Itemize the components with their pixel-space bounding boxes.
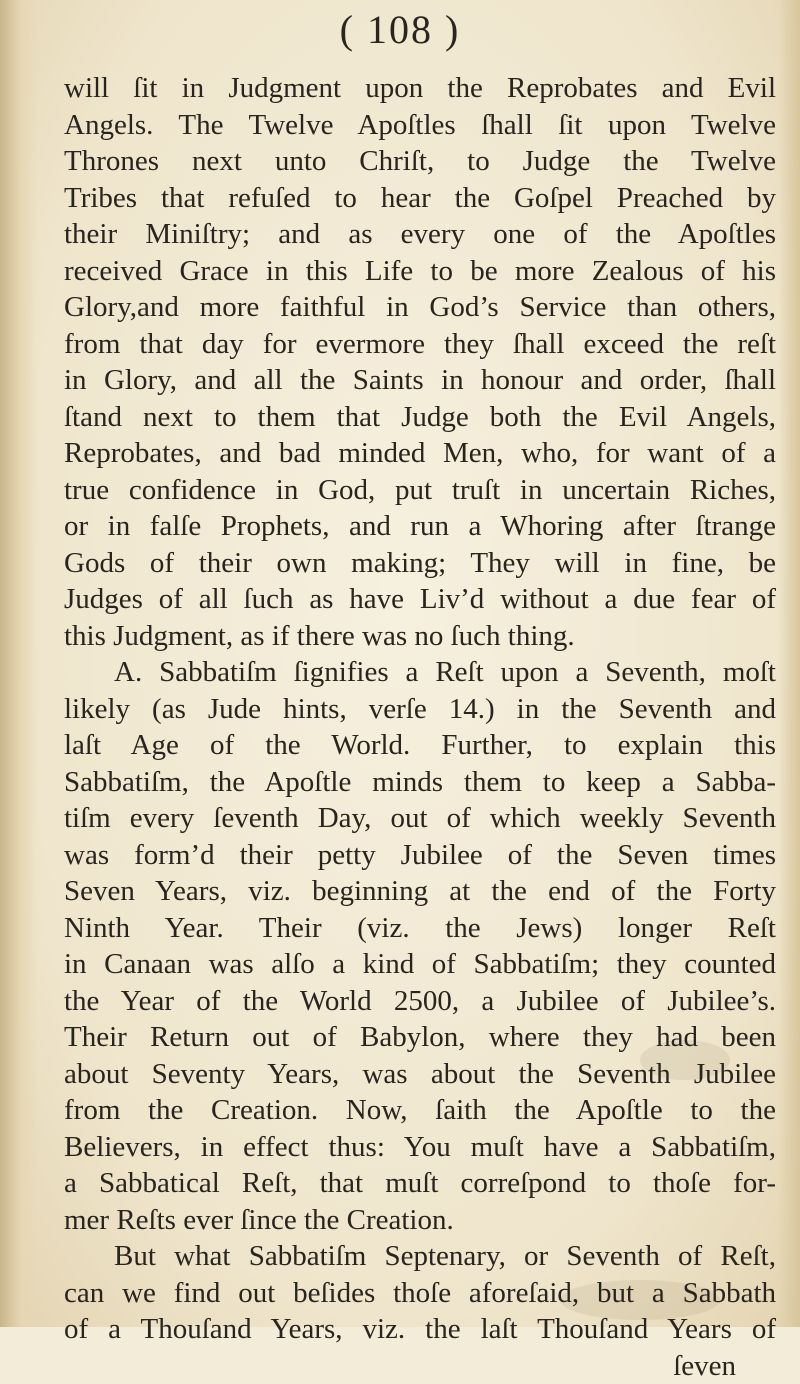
text-line: Thrones next unto Chriſt, to Judge the Twelve xyxy=(64,143,776,180)
text-line: was form’d their petty Jubilee of the Seven times xyxy=(64,837,776,874)
text-line: true confidence in God, put truſt in uncertain Riches, xyxy=(64,472,776,509)
text-line: mer Reſts ever ſince the Creation. xyxy=(64,1202,776,1239)
text-line: Their Return out of Babylon, where they had been xyxy=(64,1019,776,1056)
text-line: Sabbatiſm, the Apoſtle minds them to keep a Sabba- xyxy=(64,764,776,801)
text-line: this Judgment, as if there was no ſuch thing. xyxy=(64,618,776,655)
text-line: from the Creation. Now, ſaith the Apoſtle to the xyxy=(64,1092,776,1129)
body-text xyxy=(64,70,776,1384)
text-line: tiſm every ſeventh Day, out of which weekly Seventh xyxy=(64,800,776,837)
text-line: about Seventy Years, was about the Seventh Jubilee xyxy=(64,1056,776,1093)
text-line: Judges of all ſuch as have Liv’d without a due fear of xyxy=(64,581,776,618)
page-left-edge-shadow xyxy=(0,0,38,1327)
text-line: received Grace in this Life to be more Zealous of his xyxy=(64,253,776,290)
text-line: But what Sabbatiſm Septenary, or Seventh of Reſt, xyxy=(64,1238,776,1275)
text-line: Angels. The Twelve Apoſtles ſhall ſit upon Twelve xyxy=(64,107,776,144)
text-line: A. Sabbatiſm ſignifies a Reſt upon a Seventh, moſt xyxy=(64,654,776,691)
text-line: the Year of the World 2500, a Jubilee of Jubilee’s. xyxy=(64,983,776,1020)
text-line: Glory,and more faithful in God’s Service than others, xyxy=(64,289,776,326)
text-line: of a Thouſand Years, viz. the laſt Thouſand Years of xyxy=(64,1311,776,1348)
text-line: in Glory, and all the Saints in honour and order, ſhall xyxy=(64,362,776,399)
page-number: ( 108 ) xyxy=(0,6,800,53)
page-right-edge-shadow xyxy=(778,0,800,1327)
text-line: laſt Age of the World. Further, to explain this xyxy=(64,727,776,764)
catchword: ſeven xyxy=(64,1348,776,1384)
text-line: or in falſe Prophets, and run a Whoring after ſtrange xyxy=(64,508,776,545)
text-line: will ſit in Judgment upon the Reprobates and Evil xyxy=(64,70,776,107)
text-line: Tribes that refuſed to hear the Goſpel Preached by xyxy=(64,180,776,217)
text-line: can we find out beſides thoſe aforeſaid, but a Sabbath xyxy=(64,1275,776,1312)
text-line: ſtand next to them that Judge both the Evil Angels, xyxy=(64,399,776,436)
text-line: Gods of their own making; They will in fine, be xyxy=(64,545,776,582)
text-line: likely (as Jude hints, verſe 14.) in the Seventh and xyxy=(64,691,776,728)
text-line: in Canaan was alſo a kind of Sabbatiſm; they counted xyxy=(64,946,776,983)
text-line: Believers, in effect thus: You muſt have a Sabbatiſm, xyxy=(64,1129,776,1166)
text-line: Seven Years, viz. beginning at the end of the Forty xyxy=(64,873,776,910)
text-line: a Sabbatical Reſt, that muſt correſpond to thoſe for- xyxy=(64,1165,776,1202)
text-line: Ninth Year. Their (viz. the Jews) longer Reſt xyxy=(64,910,776,947)
text-line: their Miniſtry; and as every one of the Apoſtles xyxy=(64,216,776,253)
text-line: from that day for evermore they ſhall exceed the reſt xyxy=(64,326,776,363)
text-line: Reprobates, and bad minded Men, who, for want of a xyxy=(64,435,776,472)
